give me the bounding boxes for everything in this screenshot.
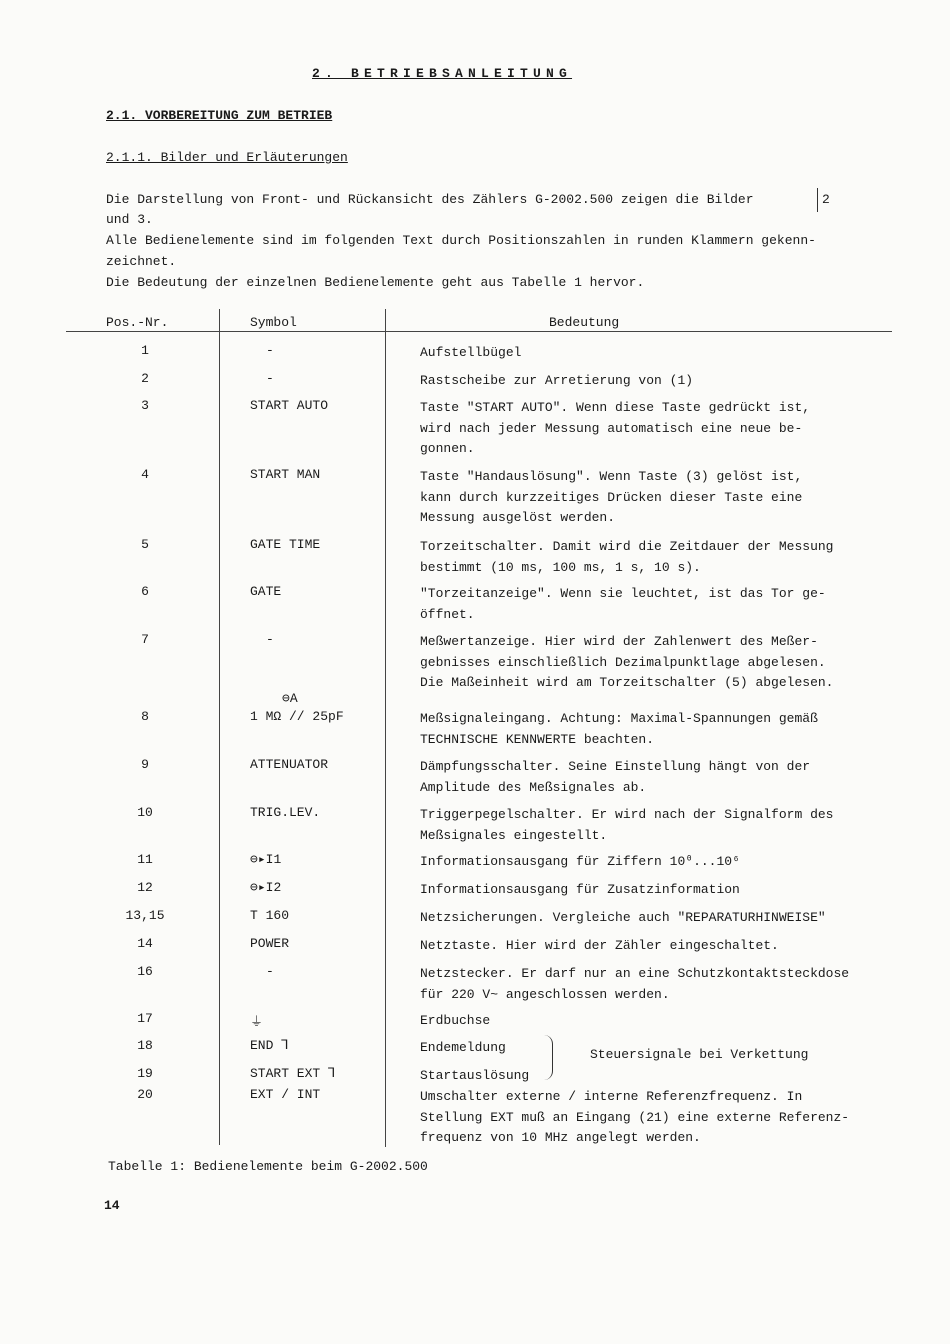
row-pos: 9 — [141, 757, 149, 772]
row-pos: 13,15 — [125, 908, 165, 923]
row-symbol: ATTENUATOR — [250, 757, 329, 772]
row-meaning-line: Netztaste. Hier wird der Zähler eingeschaltet. — [420, 938, 779, 953]
row-pos: 7 — [141, 632, 149, 647]
intro-line-1-ref: 2 — [822, 192, 830, 207]
row-meaning-line: Meßsignales eingestellt. — [420, 827, 608, 843]
intro-line-2: und 3. — [106, 212, 153, 227]
subsection-title: 2.1.1. Bilder und Erläuterungen — [106, 150, 348, 165]
row-pos: 3 — [141, 398, 149, 413]
row-meaning-line: für 220 V~ angeschlossen werden. — [420, 986, 670, 1002]
row-symbol: END ⅂ — [250, 1038, 289, 1053]
table-column-rule-2 — [385, 309, 386, 1147]
intro-line-4: zeichnet. — [106, 254, 177, 269]
row-meaning-line: frequenz von 10 MHz angelegt werden. — [420, 1130, 701, 1145]
row-meaning-line: Endemeldung — [420, 1040, 506, 1055]
row-meaning-line: Startauslösung — [420, 1068, 530, 1083]
row-meaning-line: Amplitude des Meßsignales ab. — [420, 779, 647, 795]
row-pos: 6 — [141, 584, 149, 599]
row-pos: 10 — [137, 805, 153, 820]
row-meaning-line: Netzstecker. Er darf nur an eine Schutzkontaktsteckdose — [420, 966, 850, 981]
row-pos: 12 — [137, 880, 153, 895]
row-symbol: ⊖▸I2 — [250, 880, 282, 895]
row-meaning-line: gonnen. — [420, 441, 475, 456]
row-symbol: - — [266, 964, 274, 979]
row-symbol: START MAN — [250, 467, 321, 482]
row-pos: 14 — [137, 936, 153, 951]
table-caption: Tabelle 1: Bedienelemente beim G-2002.500 — [108, 1159, 428, 1174]
brace-label: Steuersignale bei Verkettung — [590, 1047, 809, 1062]
row-meaning-line: Informationsausgang für Zusatzinformation — [420, 882, 740, 897]
row-meaning-line: Erdbuchse — [420, 1013, 491, 1028]
row-pos: 16 — [137, 964, 153, 979]
header-symbol: Symbol — [250, 315, 297, 330]
row-meaning-line: Meßwertanzeige. Hier wird der Zahlenwert des Meßer- — [420, 634, 818, 649]
row-meaning-line: Die Maßeinheit wird am Torzeitschalter (5) abgelesen. — [420, 675, 834, 690]
row-meaning-line: gebnisses einschließlich Dezimalpunktlage abgelesen. — [420, 654, 826, 670]
row-meaning-line: bestimmt (10 ms, 100 ms, 1 s, 10 s). — [420, 559, 701, 575]
row-symbol: 1 MΩ // 25pF — [250, 709, 344, 724]
row-meaning-line: Triggerpegelschalter. Er wird nach der Signalform des — [420, 807, 834, 822]
row-pos: 2 — [141, 371, 149, 386]
table-column-rule-1 — [219, 309, 220, 1145]
row-symbol: - — [266, 632, 274, 647]
row-symbol: TRIG.LEV. — [250, 805, 321, 820]
row-meaning-line: öffnet. — [420, 606, 475, 622]
row-symbol: START EXT ⅂ — [250, 1066, 336, 1081]
header-meaning: Bedeutung — [549, 315, 620, 330]
change-bar — [817, 188, 818, 212]
row-pos: 1 — [141, 343, 149, 358]
row-pos: 4 — [141, 467, 149, 482]
input-socket-icon: ⊖A — [282, 691, 298, 706]
row-meaning-line: Taste "Handauslösung". Wenn Taste (3) gelöst ist, — [420, 469, 803, 484]
row-symbol: - — [266, 371, 274, 386]
row-meaning-line: Informationsausgang für Ziffern 10⁰...10⁶ — [420, 854, 740, 869]
row-symbol: GATE — [250, 584, 282, 599]
row-meaning-line: "Torzeitanzeige". Wenn sie leuchtet, ist das Tor ge- — [420, 586, 826, 601]
header-pos: Pos.-Nr. — [106, 315, 169, 330]
section-title: 2.1. VORBEREITUNG ZUM BETRIEB — [106, 108, 333, 123]
row-symbol: EXT / INT — [250, 1087, 321, 1102]
table-header-rule — [66, 331, 892, 332]
row-meaning-line: Stellung EXT muß an Eingang (21) eine externe Referenz- — [420, 1109, 850, 1125]
row-symbol: - — [266, 343, 274, 358]
row-pos: 17 — [137, 1011, 153, 1026]
page-number: 14 — [104, 1198, 120, 1213]
row-meaning-line: Meßsignaleingang. Achtung: Maximal-Spannungen gemäß — [420, 711, 818, 726]
intro-line-5: Die Bedeutung der einzelnen Bedienelemente geht aus Tabelle 1 hervor. — [106, 275, 645, 290]
row-pos: 11 — [137, 852, 153, 867]
row-meaning-line: Torzeitschalter. Damit wird die Zeitdauer der Messung — [420, 539, 834, 554]
row-pos: 19 — [137, 1066, 153, 1081]
row-pos: 20 — [137, 1087, 153, 1102]
row-symbol: T 160 — [250, 908, 290, 923]
row-meaning-line: TECHNISCHE KENNWERTE beachten. — [420, 731, 655, 747]
row-meaning-line: Aufstellbügel — [420, 345, 522, 360]
row-meaning-line: wird nach jeder Messung automatisch eine neue be- — [420, 420, 803, 436]
row-meaning-line: Netzsicherungen. Vergleiche auch "REPARATURHINWEISE" — [420, 910, 826, 925]
row-meaning-line: Taste "START AUTO". Wenn diese Taste gedrückt ist, — [420, 400, 811, 415]
row-symbol: ⏚ — [250, 1015, 264, 1030]
row-meaning-line: Rastscheibe zur Arretierung von (1) — [420, 373, 694, 388]
intro-line-1: Die Darstellung von Front- und Rückansicht des Zählers G-2002.500 zeigen die Bilder — [106, 192, 754, 207]
row-pos: 18 — [137, 1038, 153, 1053]
intro-line-3: Alle Bedienelemente sind im folgenden Text durch Positionszahlen in runden Klammern gekenn- — [106, 233, 816, 248]
row-symbol: ⊖▸I1 — [250, 852, 282, 867]
row-pos: 8 — [141, 709, 149, 724]
chapter-title: 2. BETRIEBSANLEITUNG — [312, 66, 573, 81]
row-symbol: START AUTO — [250, 398, 329, 413]
row-meaning-line: kann durch kurzzeitiges Drücken dieser Taste eine — [420, 489, 803, 505]
row-meaning-line: Messung ausgelöst werden. — [420, 510, 616, 525]
row-symbol: POWER — [250, 936, 290, 951]
row-meaning-line: Umschalter externe / interne Referenzfrequenz. In — [420, 1089, 803, 1104]
row-symbol: GATE TIME — [250, 537, 321, 552]
brace — [544, 1035, 553, 1080]
row-pos: 5 — [141, 537, 149, 552]
row-meaning-line: Dämpfungsschalter. Seine Einstellung hängt von der — [420, 759, 811, 774]
